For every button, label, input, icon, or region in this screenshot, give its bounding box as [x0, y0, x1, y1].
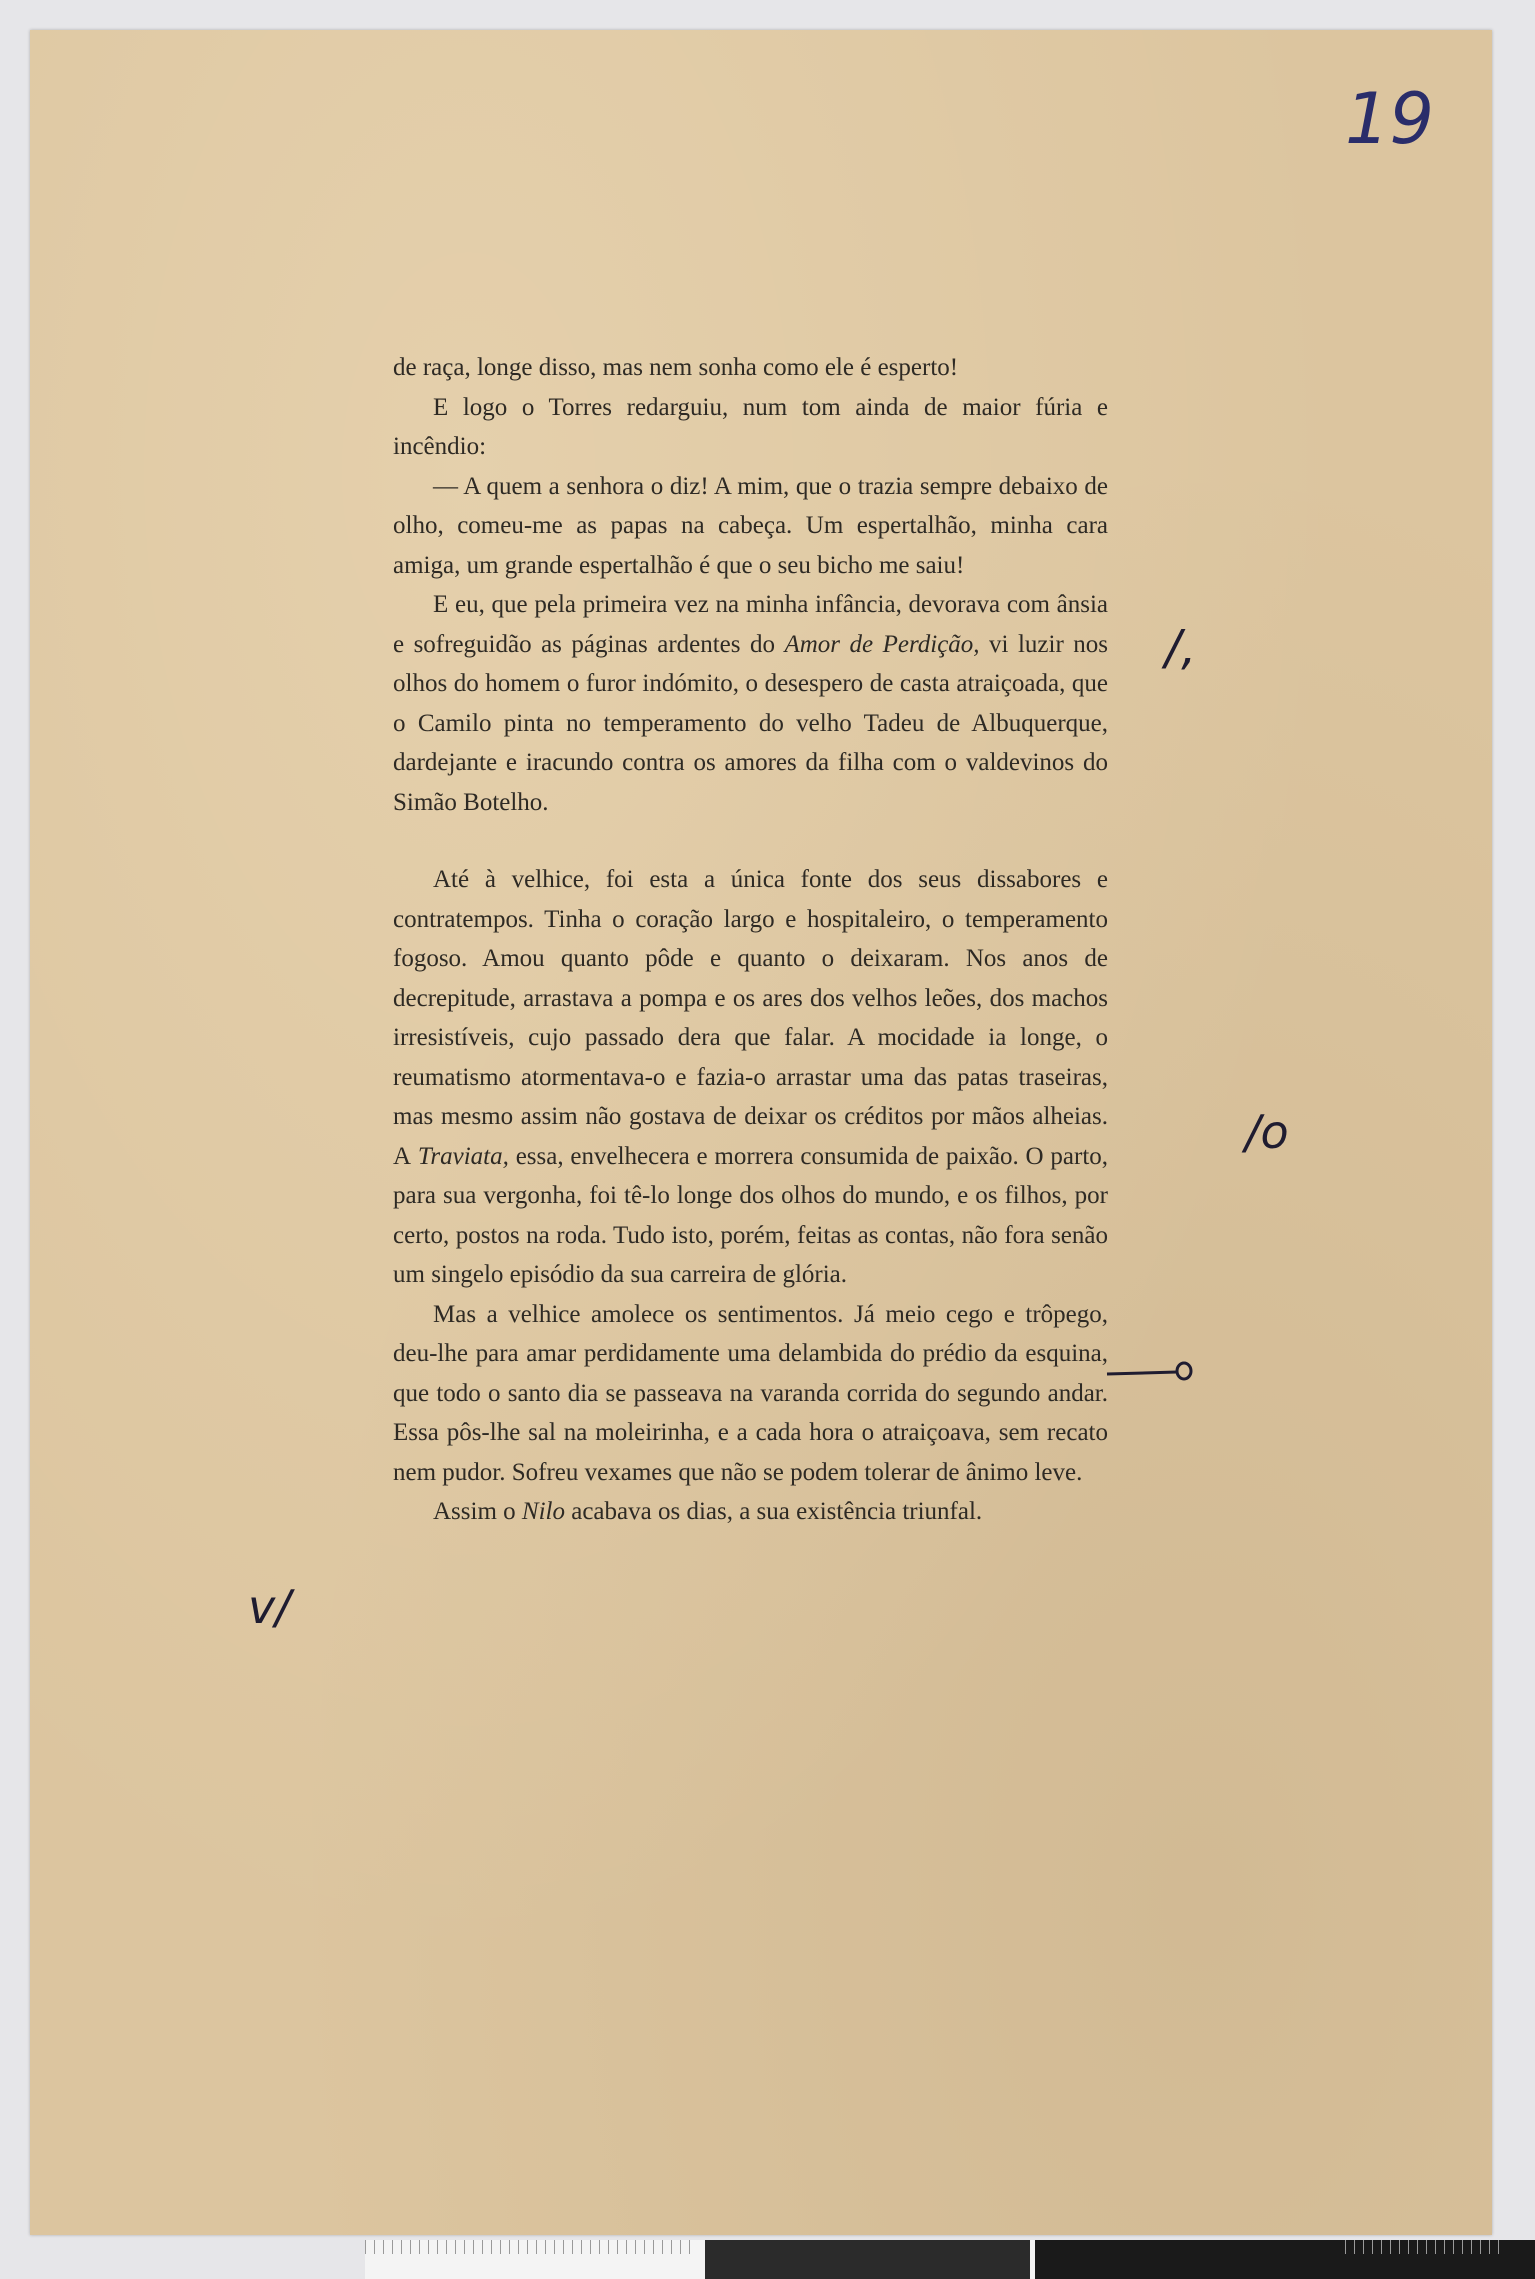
- body-text: [393, 348, 1108, 1532]
- paragraph-2: E logo o Torres redarguiu, num tom ainda de maior fúria e incêndio:: [393, 393, 1108, 460]
- name-nilo: Nilo: [521, 1498, 565, 1525]
- paragraph-1: de raça, longe disso, mas nem sonha como ele é esperto!: [393, 354, 959, 381]
- name-traviata: Traviata,: [417, 1142, 509, 1170]
- scale-block-dark: [705, 2240, 1030, 2279]
- paragraph-4-start: E eu, que pela primeira vez na minha infância, devorava com ânsia e sofreguidão as páginas ardentes do: [393, 591, 1108, 658]
- paragraph-5-end: essa, envelhecera e morrera consumida de paixão. O parto, para sua vergonha, foi tê-lo longe dos olhos do mundo, e os filhos, por certo, postos na roda. Tudo isto, porém, feitas as contas, não fora senão um singelo episódio da sua carreira de glória.: [393, 1142, 1109, 1288]
- paragraph-4-end: vi luzir nos olhos do homem o furor indómito, o desespero de casta atraiçoada, que o Camilo pinta no temperamento do velho Tadeu de Albuquerque, dardejante e iracundo contra os amores da filha com o valdevinos do Simão Botelho.: [393, 630, 1108, 816]
- paragraph-6: Mas a velhice amolece os sentimentos. Já meio cego e trôpego, deu-lhe para amar perdidamente uma delambida do prédio da esquina, que todo o santo dia se passeava na varanda corrida do segundo andar. Essa pôs-lhe sal na moleirinha, e a cada hora o atraiçoava, sem recato nem pudor. Sofreu vexames que não se podem tolerar de ânimo leve.: [393, 1300, 1108, 1486]
- color-scale-bar: [365, 2240, 1505, 2279]
- book-title-amor-de-perdicao: Amor de Perdição,: [784, 630, 980, 658]
- page-number: 19: [1345, 78, 1435, 160]
- paragraph-7-start: Assim o: [433, 1498, 516, 1525]
- margin-note-2: /o: [1245, 1105, 1289, 1159]
- paragraph-7-end: acabava os dias, a sua existência triunfal.: [571, 1498, 983, 1525]
- margin-note-1: /,: [1165, 620, 1197, 676]
- paragraph-7: [393, 1492, 1108, 1532]
- paragraph-5: [393, 860, 1108, 1295]
- paragraph-3: — A quem a senhora o diz! A mim, que o trazia sempre debaixo de olho, comeu-me as papas na cabeça. Um espertalhão, minha cara amiga, um grande espertalhão é que o seu bicho me saiu!: [393, 472, 1108, 579]
- handwritten-line-mark: [1105, 1356, 1195, 1386]
- paragraph-4: [393, 585, 1108, 822]
- document-page: [30, 30, 1492, 2235]
- ruler-ticks-left: [365, 2240, 695, 2254]
- margin-note-3: v/: [248, 1580, 291, 1634]
- ruler-ticks-right: [1345, 2240, 1505, 2254]
- paragraph-5-start: Até à velhice, foi esta a única fonte dos seus dissabores e contratempos. Tinha o coração largo e hospitaleiro, o temperamento fogoso. Amou quanto pôde e quanto o deixaram. Nos anos de decrepitude, arrastava a pompa e os ares dos velhos leões, dos machos irresistíveis, cujo passado dera que falar. A mocidade ia longe, o reumatismo atormentava-o e fazia-o arrastar uma das patas traseiras, mas mesmo assim não gostava de deixar os créditos por mãos alheias. A: [393, 866, 1108, 1170]
